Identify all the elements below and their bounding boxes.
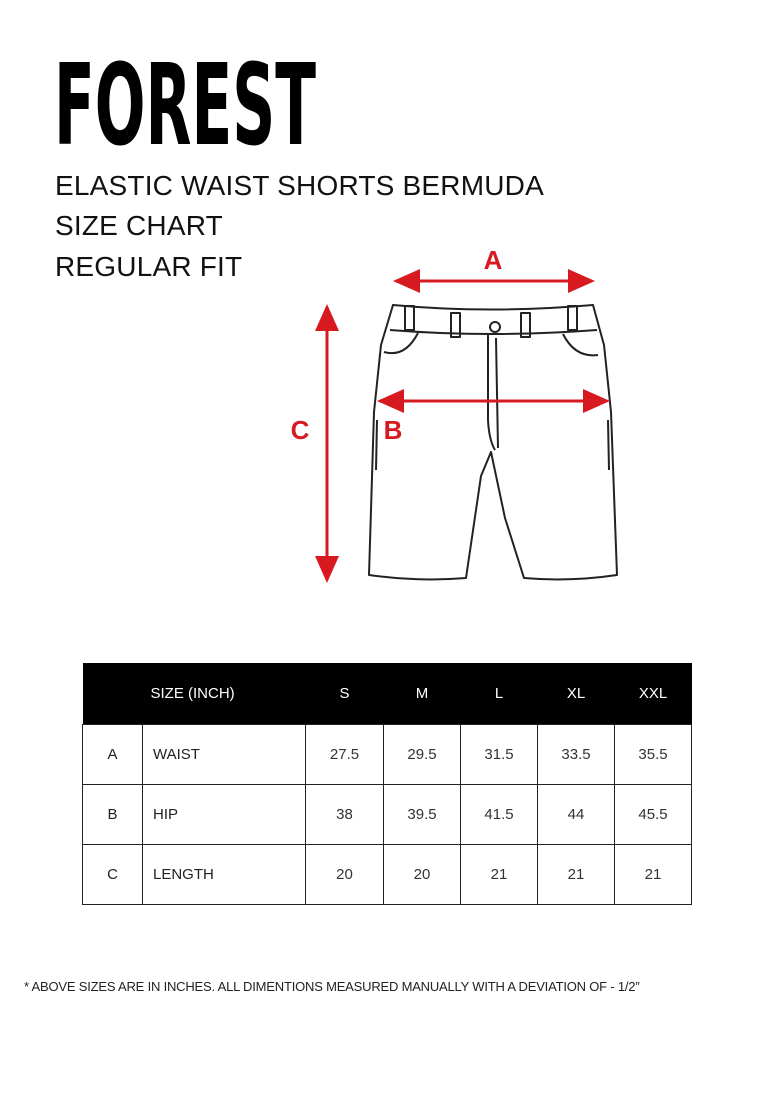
forest-logo-text: FOREST xyxy=(54,41,317,171)
shorts-illustration xyxy=(369,305,617,579)
header-key xyxy=(83,663,143,725)
table-row xyxy=(83,845,692,905)
header-size-xl: XL xyxy=(538,663,615,725)
size-table xyxy=(82,663,692,905)
shorts-measurement-diagram xyxy=(280,240,640,600)
cell-value: 21 xyxy=(538,845,615,905)
row-key: C xyxy=(83,845,143,905)
fit-label: REGULAR FIT xyxy=(55,251,243,282)
table-header-row xyxy=(83,663,692,725)
label-c: C xyxy=(290,415,310,445)
cell-value: 39.5 xyxy=(384,785,461,845)
header-size-xxl: XXL xyxy=(615,663,692,725)
cell-value: 31.5 xyxy=(461,725,538,785)
shorts-outline xyxy=(369,305,617,579)
row-key: B xyxy=(83,785,143,845)
belt-loop-right xyxy=(568,306,577,330)
cell-value: 38 xyxy=(306,785,384,845)
row-label: HIP xyxy=(143,785,306,845)
cell-value: 20 xyxy=(306,845,384,905)
cell-value: 33.5 xyxy=(538,725,615,785)
row-label: WAIST xyxy=(143,725,306,785)
label-a: A xyxy=(483,245,503,275)
forest-logo xyxy=(54,41,317,171)
header-size-inch: SIZE (INCH) xyxy=(143,663,306,725)
fly-stitch xyxy=(496,338,498,448)
cell-value: 21 xyxy=(615,845,692,905)
right-pocket xyxy=(563,334,598,355)
left-pocket xyxy=(384,333,418,353)
table-row xyxy=(83,785,692,845)
header-size-s: S xyxy=(306,663,384,725)
cell-value: 41.5 xyxy=(461,785,538,845)
cell-value: 27.5 xyxy=(306,725,384,785)
cell-value: 45.5 xyxy=(615,785,692,845)
belt-loop-left xyxy=(405,306,414,330)
cell-value: 20 xyxy=(384,845,461,905)
measurement-footnote: * ABOVE SIZES ARE IN INCHES. ALL DIMENTIONS MEASURED MANUALLY WITH A DEVIATION OF - 1/2” xyxy=(24,979,640,994)
side-seam-right xyxy=(608,420,609,470)
row-key: A xyxy=(83,725,143,785)
row-label: LENGTH xyxy=(143,845,306,905)
header-size-l: L xyxy=(461,663,538,725)
product-title: ELASTIC WAIST SHORTS BERMUDA xyxy=(55,170,544,201)
table-row xyxy=(83,725,692,785)
cell-value: 21 xyxy=(461,845,538,905)
label-b: B xyxy=(383,415,403,445)
side-seam-left xyxy=(376,420,377,470)
header-size-m: M xyxy=(384,663,461,725)
cell-value: 35.5 xyxy=(615,725,692,785)
cell-value: 29.5 xyxy=(384,725,461,785)
fly-line xyxy=(488,335,495,450)
size-chart-heading: SIZE CHART xyxy=(55,210,223,241)
waist-button xyxy=(490,322,500,332)
cell-value: 44 xyxy=(538,785,615,845)
